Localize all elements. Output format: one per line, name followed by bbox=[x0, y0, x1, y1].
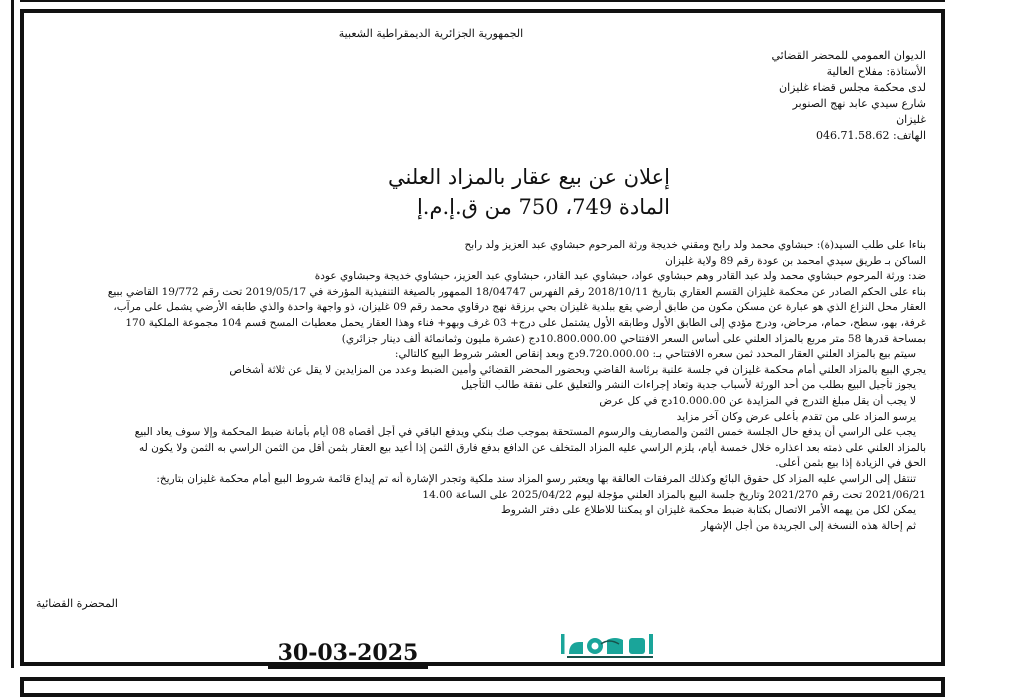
republic-header: الجمهورية الجزائرية الديمقراطية الشعبية bbox=[338, 27, 524, 40]
office-line: الأستاذة: مفلاح العالية bbox=[826, 65, 926, 78]
body-line: الساكن بـ طريق سيدي امحمد بن عودة رقم 89 ولاية غليزان bbox=[665, 254, 926, 267]
body-line: يجوز تأجيل البيع بطلب من أحد الورثة لأسباب جدية وتعاد إجراءات النشر والتعليق على نفقة طالب التأجيل bbox=[461, 379, 916, 392]
office-line: غليزان bbox=[896, 113, 926, 126]
signature-label: المحضرة القضائية bbox=[36, 597, 118, 610]
bailiff-office-block bbox=[606, 48, 926, 144]
body-line: بالمزاد العلني على ذمته بعد اعذاره خلال خمسة أيام، يلزم الراسي عليه المزاد المتخلف عن الدافع بدفع فارق الثمن إذا أعيد بيع العقار بثمن أقل من الثمن الراسي به الثمن ولا يكون له bbox=[138, 441, 926, 454]
title-line-1: إعلان عن بيع عقار بالمزاد العلني bbox=[388, 165, 670, 189]
announcement-title bbox=[270, 162, 670, 222]
body-line: تنتقل إلى الراسي عليه المزاد كل حقوق البائع وكذلك المرفقات العالقة بها ويعتبر رسو المزاد سند ملكية وتجدر الإشارة أنه تم إيداع قائمة شروط البيع أمام محكمة غليزان بتاريخ: bbox=[156, 472, 916, 485]
body-line: بناءا على طلب السيد(ة): حبشاوي محمد ولد رابح ومقني خديجة ورثة المرحوم حبشاوي عبد العزيز ولد رابح bbox=[464, 239, 926, 251]
body-line: يرسو المزاد على من تقدم بأعلى عرض وكان آخر مزايد bbox=[676, 410, 916, 423]
office-line: لدى محكمة مجلس قضاء غليزان bbox=[779, 81, 926, 94]
body-line: ثم إحالة هذه النسخة إلى الجريدة من أجل الإشهار bbox=[701, 519, 916, 532]
newspaper-logo bbox=[549, 628, 671, 666]
top-rule bbox=[20, 0, 945, 8]
office-line: الديوان العمومي للمحضر القضائي bbox=[771, 49, 926, 62]
body-line: يجري البيع بالمزاد العلني أمام محكمة غليزان في جلسة علنية برئاسة القاضي وبحضور المحضر القضائي وأمين الضبط وعدد من المزايدين لا يقل عن ثلاثة أشخاص bbox=[229, 363, 926, 376]
title-line-2: المادة 749، 750 من ق.إ.م.إ bbox=[416, 195, 670, 219]
office-line: شارع سيدي عابد نهج الصنوبر bbox=[792, 97, 926, 110]
announcement-body bbox=[36, 238, 926, 534]
body-line: غرفة، بهو، سطح، حمام، مرحاض، ودرج مؤدي إلى الطابق الأول وطابقه الأول يشتمل على درج+ 03 غرف وبهو+ فناء وهذا العقار يحمل معطيات المسح قسم 104 مجموعة الملكية 170 bbox=[125, 316, 926, 329]
body-line: بمساحة قدرها 58 متر مربع بالمزاد العلني على أساس السعر الافتتاحي 10.800.000.00دج (عشرة مليون وثمانمائة ألف دينار جزائري) bbox=[341, 332, 926, 345]
body-line: سيتم بيع بالمزاد العلني العقار المحدد ثمن سعره الافتتاحي بـ: 9.720.000.00دج وبعد إنقاص العشر شروط البيع كالتالي: bbox=[394, 348, 916, 361]
body-line: لا يجب أن يقل مبلغ التدرج في المزايدة عن 10.000.00دج في كل عرض bbox=[599, 394, 916, 407]
next-announcement-frame bbox=[20, 677, 945, 697]
office-phone: الهاتف: 046.71.58.62 bbox=[816, 129, 926, 142]
adjacent-column-border bbox=[0, 0, 14, 668]
body-line: يمكن لكل من يهمه الأمر الاتصال بكتابة ضبط محكمة غليزان او يمكننا للاطلاع على دفتر الشروط bbox=[501, 504, 916, 517]
body-line: ضد: ورثة المرحوم حبشاوي محمد ولد عبد القادر وهم حبشاوي عواد، حبشاوي عبد القادر، حبشاوي عبد العزيز، حبشاوي خديجة وحبشاوي عودة bbox=[314, 270, 926, 283]
body-line: 2021/06/21 تحت رقم 2021/270 وتاريخ جلسة البيع بالمزاد العلني مؤجلة ليوم 2025/04/22 على الساعة 14.00 bbox=[422, 488, 926, 501]
newspaper-logo-mark bbox=[549, 628, 671, 664]
body-line: يجب على الراسي أن يدفع حال الجلسة خمس الثمن والمصاريف والرسوم المستحقة بموجب صك بنكي ويدفع الباقي في أجل أقصاه 08 أيام بأمانة ضبط المحكمة وإلا سوف يعاد البيع bbox=[134, 426, 916, 439]
body-line: العقار محل النزاع الذي هو عبارة عن مسكن مكون من طابق أرضي يقع ببلدية غليزان بحي برزقة نهج درقاوي محمد رقم 09 غليزان، ذو واجهة واحدة والذي طابقه الأرضي يشمل على مرآب، bbox=[113, 301, 926, 314]
body-line: الحق في الزيادة إذا بيع بثمن أعلى. bbox=[775, 457, 926, 470]
publication-date: 30-03-2025 bbox=[268, 636, 428, 669]
body-line: بناء على الحكم الصادر عن محكمة غليزان القسم العقاري بتاريخ 2018/10/11 رقم الفهرس 18/04747 الممهور بالصيغة التنفيذية المؤرخة في 2019/05/17 تحت رقم 19/772 القاضي ببيع bbox=[107, 285, 926, 298]
